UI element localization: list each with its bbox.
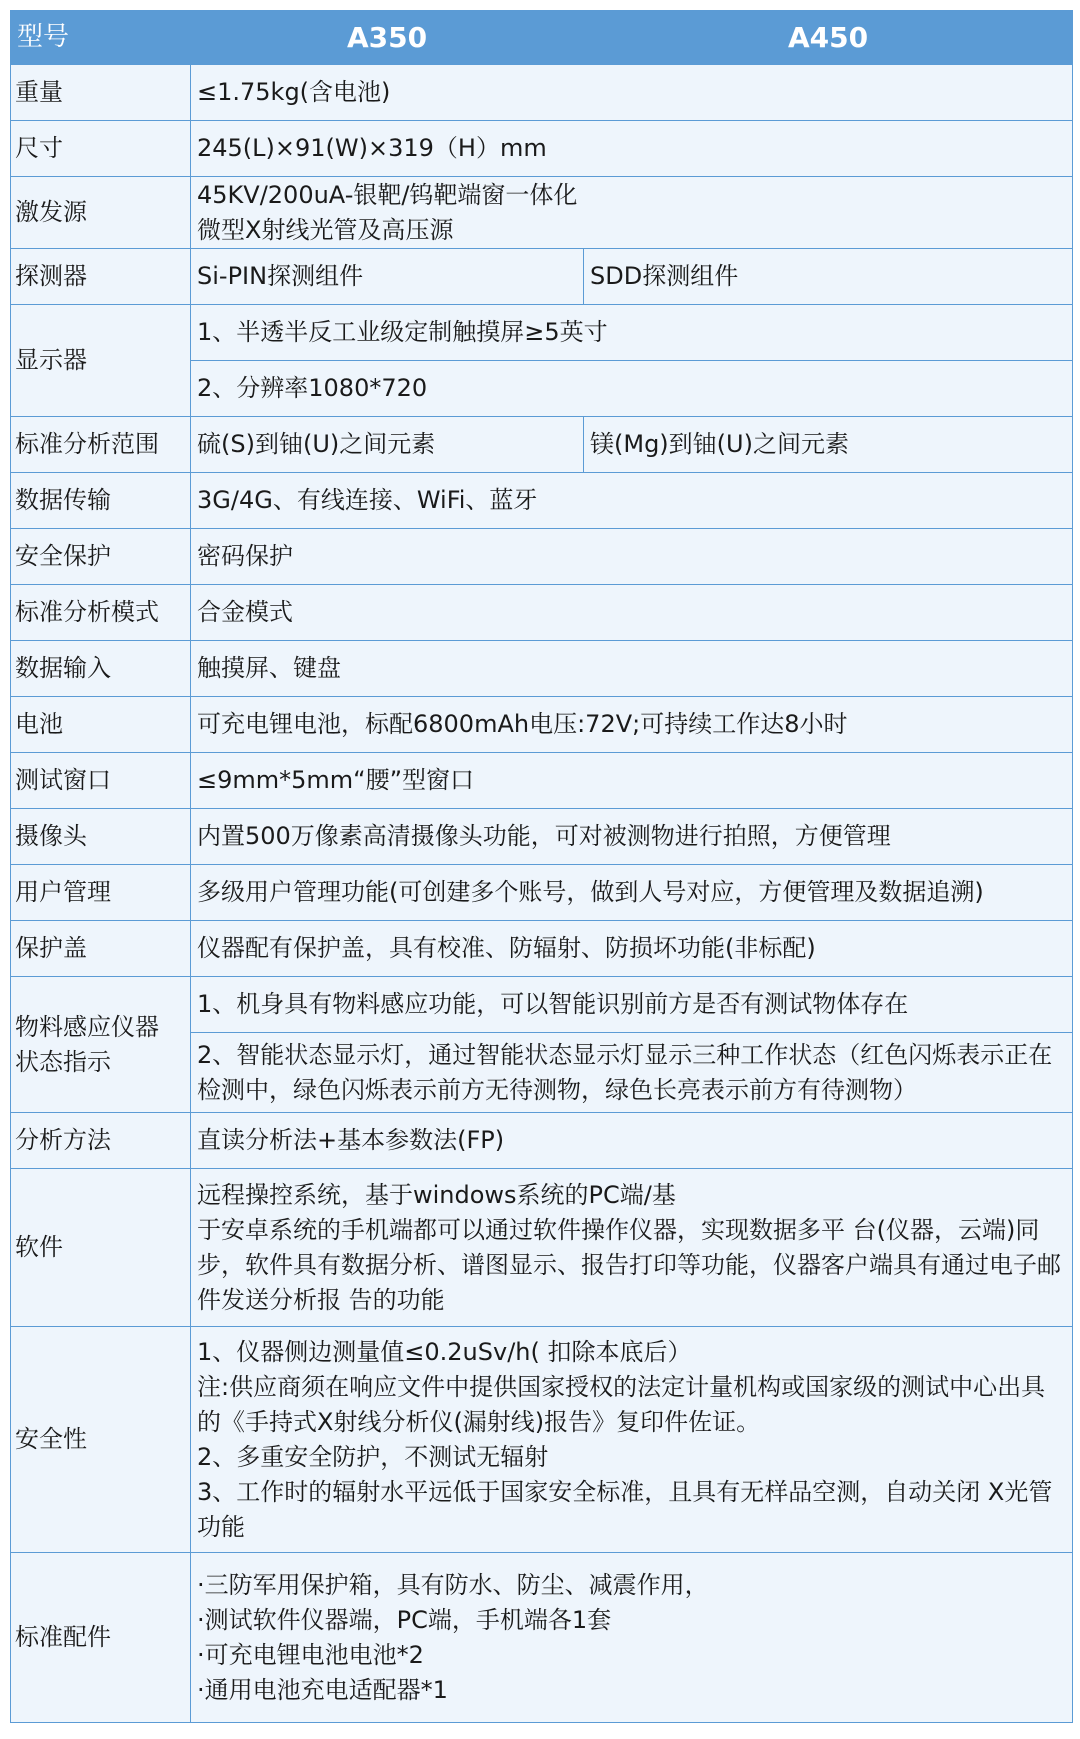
row-value-a350: 硫(S)到铀(U)之间元素 (191, 417, 584, 473)
row-label: 保护盖 (11, 921, 191, 977)
row-value: 3G/4G、有线连接、WiFi、蓝牙 (191, 473, 1073, 529)
row-value: 2、智能状态显示灯，通过智能状态显示灯显示三种工作状态（红色闪烁表示正在检测中，绿色闪烁表示前方无待测物，绿色长亮表示前方有待测物） (191, 1033, 1073, 1113)
table-row (11, 473, 1073, 529)
value-line: 于安卓系统的手机端都可以通过软件操作仪器，实现数据多平 台(仪器，云端)同步，软件具有数据分析、谱图显示、报告打印等功能，仪器客户端具有通过电子邮件发送分析报 告的功能 (197, 1215, 1061, 1314)
row-value: ≤1.75kg(含电池) (191, 65, 1073, 121)
table-row (11, 65, 1073, 121)
row-label: 尺寸 (11, 121, 191, 177)
header-row (11, 11, 1073, 65)
table-row (11, 529, 1073, 585)
row-value: 触摸屏、键盘 (191, 641, 1073, 697)
row-value: 1、机身具有物料感应功能，可以智能识别前方是否有测试物体存在 (191, 977, 1073, 1033)
table-row (11, 865, 1073, 921)
row-label: 摄像头 (11, 809, 191, 865)
header-model-a450: A450 (584, 11, 1073, 65)
row-label: 安全性 (11, 1327, 191, 1553)
row-label: 用户管理 (11, 865, 191, 921)
table-row (11, 809, 1073, 865)
value-line: 1、仪器侧边测量值≤0.2uSv/h( 扣除本底后） (197, 1337, 692, 1366)
row-value (191, 1327, 1073, 1553)
row-value (191, 1169, 1073, 1327)
table-row (11, 1553, 1073, 1723)
row-label: 激发源 (11, 177, 191, 249)
row-label: 显示器 (11, 305, 191, 417)
row-label: 重量 (11, 65, 191, 121)
row-value: 密码保护 (191, 529, 1073, 585)
header-model-a350: A350 (191, 11, 584, 65)
row-label: 探测器 (11, 249, 191, 305)
label-line: 物料感应仪器 (15, 1012, 159, 1041)
row-label: 分析方法 (11, 1113, 191, 1169)
row-value: 直读分析法+基本参数法(FP) (191, 1113, 1073, 1169)
value-line: ·通用电池充电适配器*1 (197, 1675, 448, 1704)
row-value: 1、半透半反工业级定制触摸屏≥5英寸 (191, 305, 1073, 361)
table-row (11, 1327, 1073, 1553)
table-row (11, 121, 1073, 177)
row-value: 内置500万像素高清摄像头功能，可对被测物进行拍照，方便管理 (191, 809, 1073, 865)
value-line: 微型X射线光管及高压源 (197, 215, 454, 244)
table-row (11, 585, 1073, 641)
row-value (191, 177, 1073, 249)
table-row (11, 249, 1073, 305)
row-value: 仪器配有保护盖，具有校准、防辐射、防损坏功能(非标配) (191, 921, 1073, 977)
table-row (11, 305, 1073, 361)
row-value: 245(L)×91(W)×319（H）mm (191, 121, 1073, 177)
row-label: 数据输入 (11, 641, 191, 697)
table-row (11, 417, 1073, 473)
row-label: 测试窗口 (11, 753, 191, 809)
row-label: 安全保护 (11, 529, 191, 585)
table-row (11, 641, 1073, 697)
row-label: 标准分析模式 (11, 585, 191, 641)
row-value-a450: 镁(Mg)到铀(U)之间元素 (584, 417, 1073, 473)
label-line: 状态指示 (15, 1047, 111, 1076)
row-value: 合金模式 (191, 585, 1073, 641)
spec-table (10, 10, 1073, 1723)
value-line: ·测试软件仪器端，PC端，手机端各1套 (197, 1605, 612, 1634)
row-value-a450: SDD探测组件 (584, 249, 1073, 305)
row-value: 可充电锂电池，标配6800mAh电压:72V;可持续工作达8小时 (191, 697, 1073, 753)
row-label: 标准配件 (11, 1553, 191, 1723)
row-label: 软件 (11, 1169, 191, 1327)
table-row (11, 753, 1073, 809)
value-line: 3、工作时的辐射水平远低于国家安全标准，且具有无样品空测，自动关闭 X光管功能 (197, 1477, 1053, 1541)
table-row (11, 1113, 1073, 1169)
row-value: 2、分辨率1080*720 (191, 361, 1073, 417)
row-label: 标准分析范围 (11, 417, 191, 473)
table-row (11, 977, 1073, 1033)
row-value (191, 1553, 1073, 1723)
row-value-a350: Si-PIN探测组件 (191, 249, 584, 305)
value-line: ·三防军用保护箱，具有防水、防尘、减震作用， (197, 1570, 709, 1599)
value-line: ·可充电锂电池电池*2 (197, 1640, 424, 1669)
table-row (11, 921, 1073, 977)
row-label (11, 977, 191, 1113)
row-value: ≤9mm*5mm“腰”型窗口 (191, 753, 1073, 809)
row-label: 数据传输 (11, 473, 191, 529)
header-label: 型号 (11, 11, 191, 65)
table-row (11, 177, 1073, 249)
spec-table-container (10, 10, 1072, 1723)
value-line: 45KV/200uA-银靶/钨靶端窗一体化 (197, 180, 578, 209)
value-line: 2、多重安全防护，不测试无辐射 (197, 1442, 549, 1471)
value-line: 注:供应商须在响应文件中提供国家授权的法定计量机构或国家级的测试中心出具的《手持式X射线分析仪(漏射线)报告》复印件佐证。 (197, 1372, 1046, 1436)
row-label: 电池 (11, 697, 191, 753)
table-row (11, 1169, 1073, 1327)
table-row (11, 697, 1073, 753)
row-value: 多级用户管理功能(可创建多个账号，做到人号对应，方便管理及数据追溯) (191, 865, 1073, 921)
value-line: 远程操控系统，基于windows系统的PC端/基 (197, 1180, 676, 1209)
